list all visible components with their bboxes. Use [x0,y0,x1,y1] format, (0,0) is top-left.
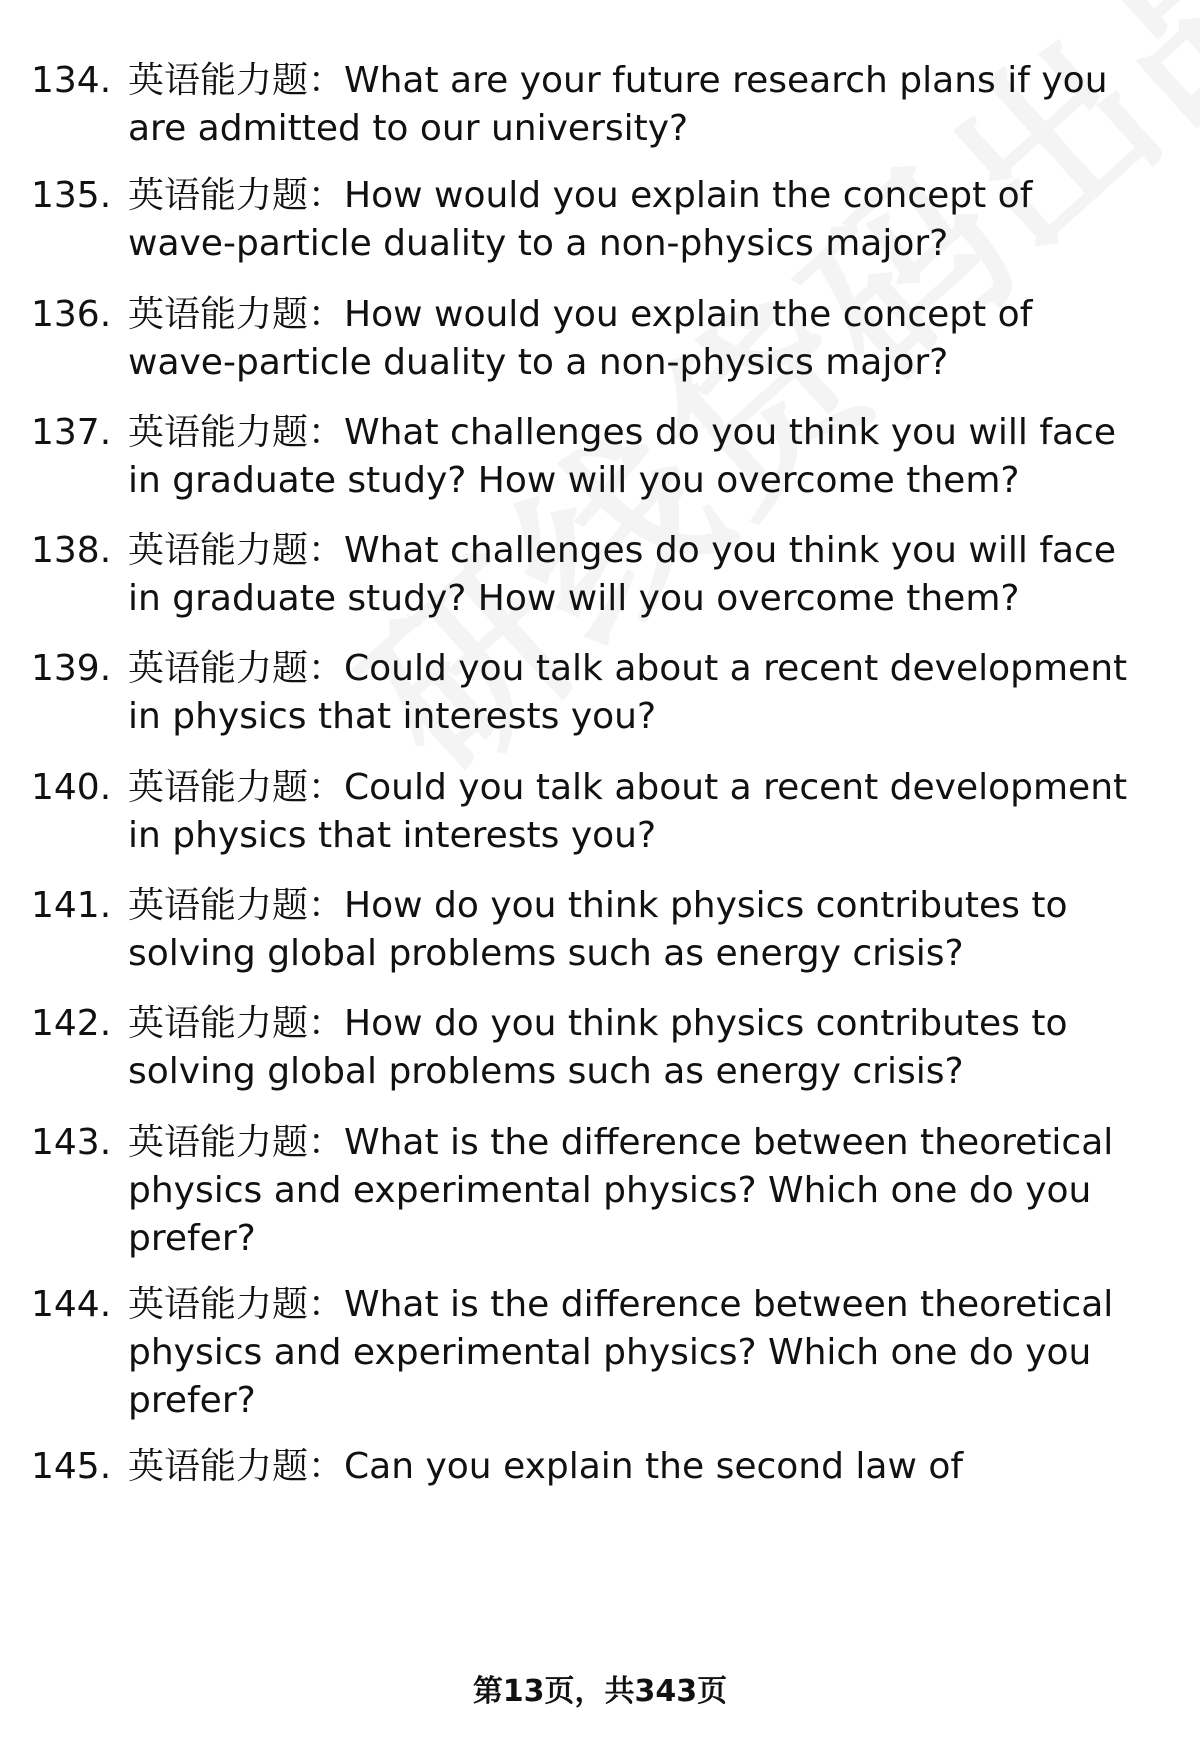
question-number: 145. [31,1446,112,1487]
question-label: 英语能力题： [128,530,345,571]
question-label: 英语能力题： [128,412,345,453]
question-label: 英语能力题： [128,648,345,689]
question-label: 英语能力题： [128,175,345,216]
question-label: 英语能力题： [128,1446,345,1487]
question-number: 137. [31,412,112,453]
question-number: 135. [31,175,112,216]
question-text: What is the difference between theoretical physics and experimental physics? Which one do you prefer? [128,1284,1114,1421]
page-footer: 第13页，共343页 [472,1674,728,1709]
question-body [128,527,1148,623]
question-body [128,172,1148,268]
question-number: 141. [31,885,112,926]
question-text: What are your future research plans if you are admitted to our university? [128,60,1108,149]
question-text: Could you talk about a recent development in physics that interests you? [128,767,1128,856]
question-text: Can you explain the second law of [344,1446,964,1487]
question-text: What challenges do you think you will face in graduate study? How will you overcome them? [128,530,1116,619]
question-label: 英语能力题： [128,1003,345,1044]
question-label: 英语能力题： [128,1284,345,1325]
question-body [128,1000,1148,1096]
question-body [128,1443,1148,1491]
question-body [128,764,1148,860]
question-body [128,291,1148,387]
question-number: 143. [31,1122,112,1163]
question-number: 139. [31,648,112,689]
question-label: 英语能力题： [128,767,345,808]
question-body [128,882,1148,978]
question-text: How do you think physics contributes to solving global problems such as energy crisis? [128,885,1068,974]
question-body [128,1119,1148,1263]
question-number: 136. [31,294,112,335]
question-label: 英语能力题： [128,1122,345,1163]
question-number: 142. [31,1003,112,1044]
question-body [128,645,1148,741]
question-text: How would you explain the concept of wave-particle duality to a non-physics major? [128,294,1033,383]
question-body [128,409,1148,505]
question-label: 英语能力题： [128,294,345,335]
question-label: 英语能力题： [128,885,345,926]
question-number: 144. [31,1284,112,1325]
question-number: 138. [31,530,112,571]
question-text: How would you explain the concept of wave-particle duality to a non-physics major? [128,175,1033,264]
question-number: 134. [31,60,112,101]
question-text: How do you think physics contributes to solving global problems such as energy crisis? [128,1003,1068,1092]
question-text: What challenges do you think you will face in graduate study? How will you overcome them? [128,412,1116,501]
question-body [128,1281,1148,1425]
question-body [128,57,1148,153]
question-number: 140. [31,767,112,808]
question-text: What is the difference between theoretical physics and experimental physics? Which one do you prefer? [128,1122,1114,1259]
question-text: Could you talk about a recent development in physics that interests you? [128,648,1128,737]
question-label: 英语能力题： [128,60,345,101]
